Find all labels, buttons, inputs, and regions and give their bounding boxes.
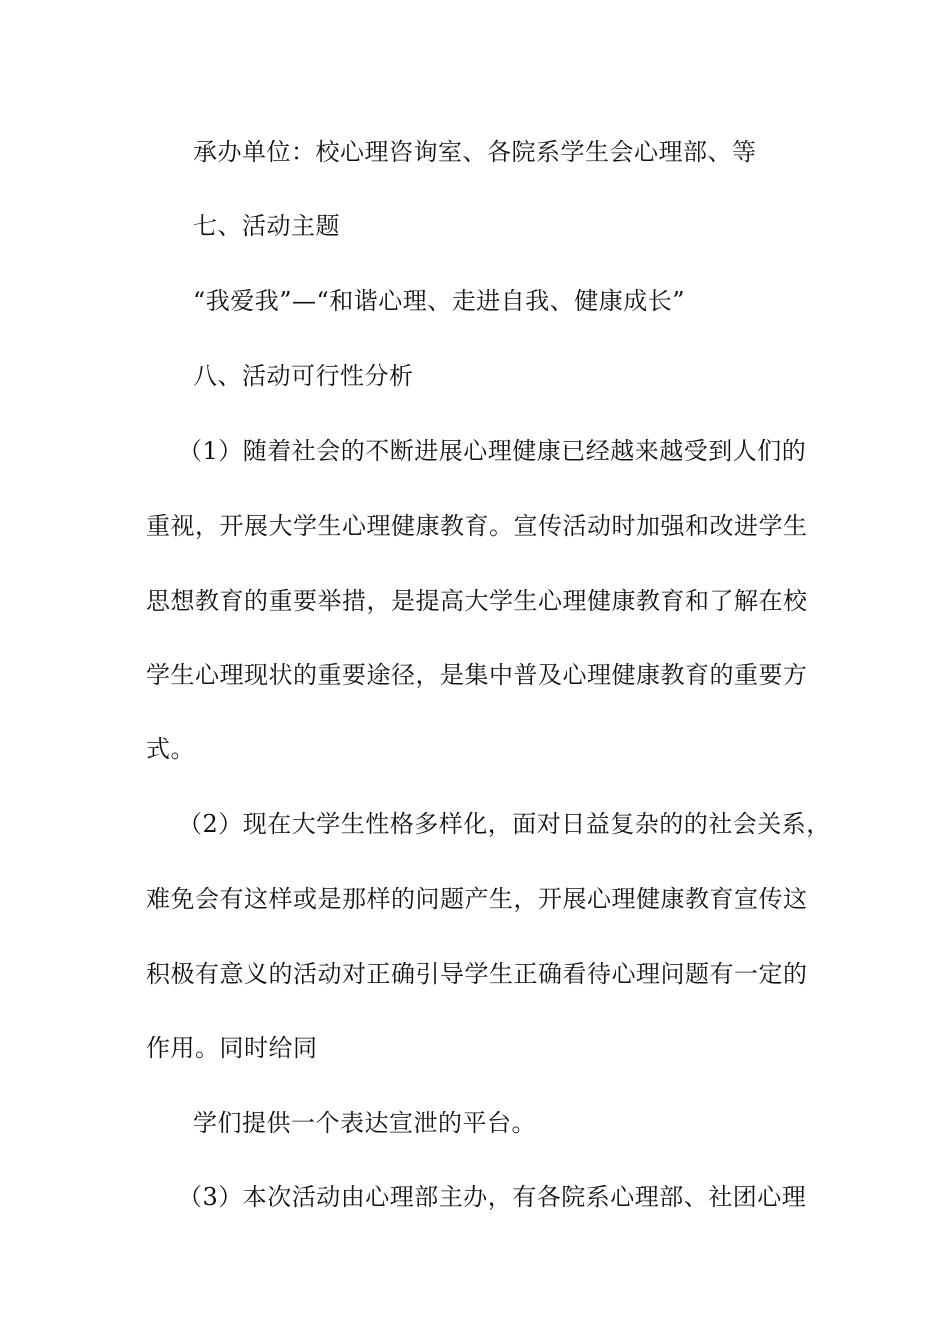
paragraph-1-line-2: 重视，开展大学生心理健康教育。宣传活动时加强和改进学生 (146, 512, 808, 540)
section-heading-feasibility: 八、活动可行性分析 (193, 362, 414, 390)
organizer-line: 承办单位：校心理咨询室、各院系学生会心理部、等 (193, 138, 757, 166)
paragraph-1-line-5: 式。 (146, 735, 195, 763)
section-heading-theme: 七、活动主题 (193, 212, 340, 240)
paragraph-3-line-1: （3）本次活动由心理部主办，有各院系心理部、社团心理 (178, 1183, 807, 1211)
paragraph-2-line-5: 学们提供一个表达宣泄的平台。 (193, 1109, 536, 1137)
paragraph-1-line-4: 学生心理现状的重要途径，是集中普及心理健康教育的重要方 (146, 661, 808, 689)
paragraph-1-line-3: 思想教育的重要举措，是提高大学生心理健康教育和了解在校 (146, 587, 808, 615)
theme-text: “我爱我”—“和谐心理、走进自我、健康成长” (193, 287, 686, 315)
paragraph-2-line-1: （2）现在大学生性格多样化，面对日益复杂的的社会关系， (178, 810, 831, 838)
paragraph-2-line-3: 积极有意义的活动对正确引导学生正确看待心理问题有一定的 (146, 960, 808, 988)
paragraph-2-line-2: 难免会有这样或是那样的问题产生，开展心理健康教育宣传这 (146, 885, 808, 913)
paragraph-1-line-1: （1）随着社会的不断进展心理健康已经越来越受到人们的 (178, 437, 807, 465)
paragraph-2-line-4: 作用。同时给同 (146, 1034, 318, 1062)
